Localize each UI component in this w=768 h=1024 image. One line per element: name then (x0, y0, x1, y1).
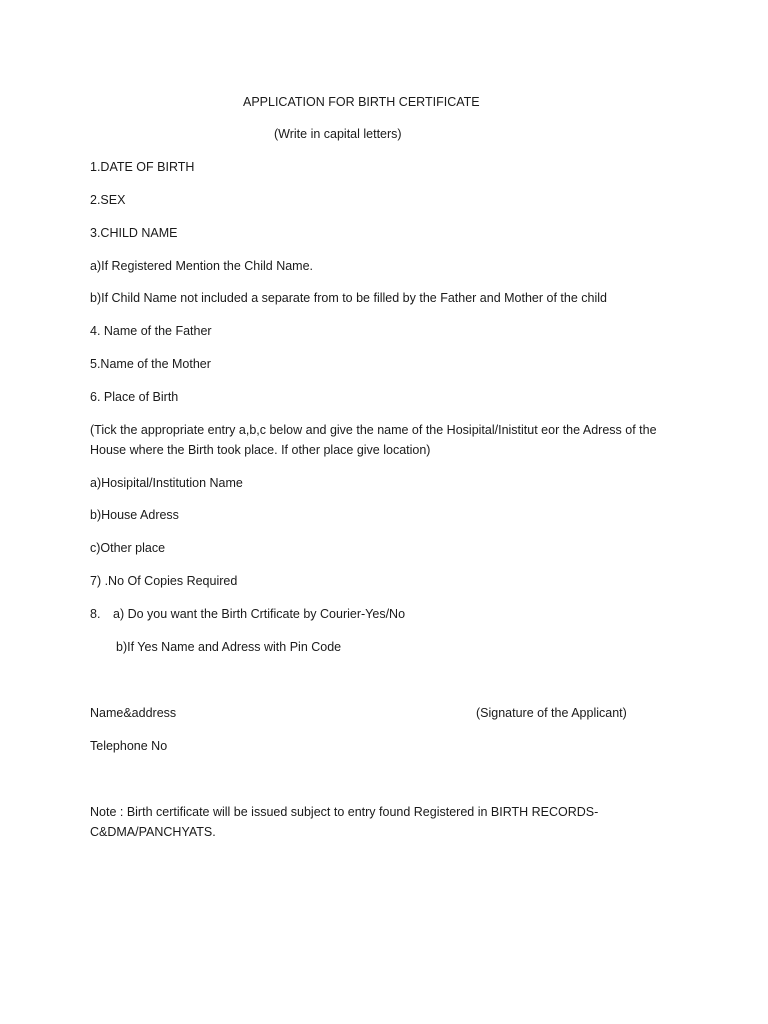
place-of-birth-instruction: (Tick the appropriate entry a,b,c below and give the name of the Hosipital/Inistitut eor the Adress of the House where the Birth took place. If other place give location) (90, 423, 657, 457)
applicant-telephone: Telephone No (90, 739, 168, 753)
field-child-name: 3.CHILD NAME (90, 226, 178, 240)
field-child-name-registered: a)If Registered Mention the Child Name. (90, 259, 314, 273)
field-courier-number: 8. (90, 607, 101, 621)
field-house-address: b)House Adress (90, 508, 179, 522)
document-subtitle: (Write in capital letters) (274, 127, 402, 141)
applicant-signature: (Signature of the Applicant) (476, 706, 627, 720)
field-other-place: c)Other place (90, 541, 166, 555)
field-father-name: 4. Name of the Father (90, 324, 212, 338)
applicant-name-address: Name&address (90, 706, 177, 720)
document-note: Note : Birth certificate will be issued subject to entry found Registered in BIRTH RECORDS-C&DMA/PANCHYATS. (90, 805, 599, 839)
field-courier-option: a) Do you want the Birth Crtificate by Courier-Yes/No (113, 607, 406, 621)
field-copies-required: 7) .No Of Copies Required (90, 574, 238, 588)
field-mother-name: 5.Name of the Mother (90, 357, 211, 371)
field-sex: 2.SEX (90, 193, 126, 207)
field-place-of-birth: 6. Place of Birth (90, 390, 179, 404)
document-title: APPLICATION FOR BIRTH CERTIFICATE (243, 95, 480, 109)
field-date-of-birth: 1.DATE OF BIRTH (90, 160, 195, 174)
field-courier-address: b)If Yes Name and Adress with Pin Code (116, 640, 342, 654)
field-hospital-name: a)Hosipital/Institution Name (90, 476, 243, 490)
field-child-name-not-included: b)If Child Name not included a separate from to be filled by the Father and Mother of the child (90, 291, 607, 305)
